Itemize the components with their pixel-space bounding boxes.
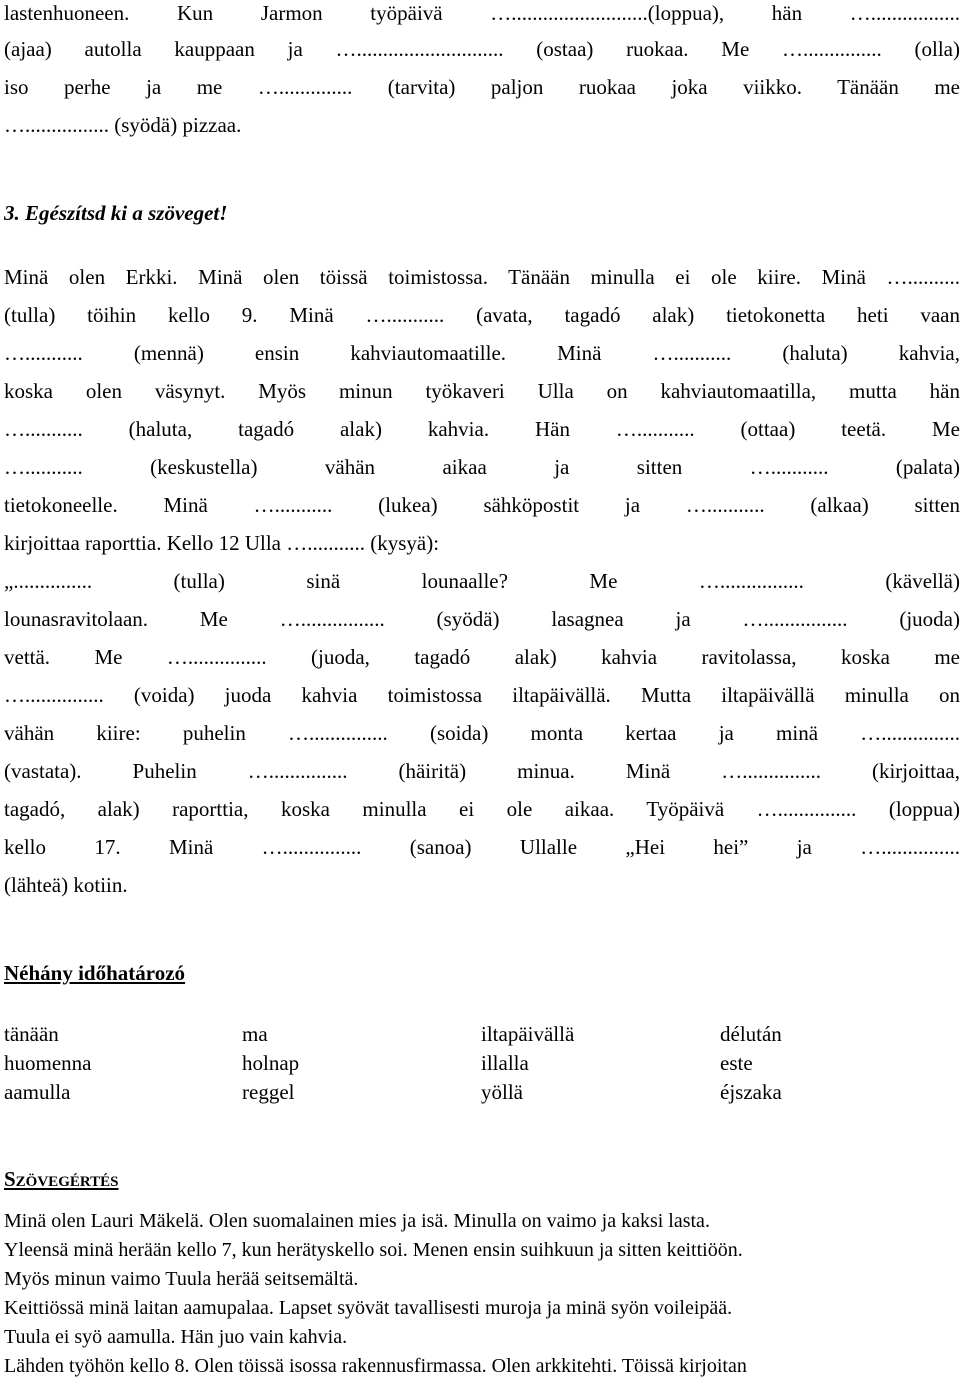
paragraph2-line: „............... (tulla) sinä lounaalle? Me …................ (kävellä) — [4, 569, 960, 593]
table-cell: holnap — [242, 1051, 300, 1075]
paragraph1-line: …................ (syödä) pizzaa. — [4, 113, 242, 137]
table-cell: reggel — [242, 1080, 295, 1104]
reading-line: Minä olen Lauri Mäkelä. Olen suomalainen mies ja isä. Minulla on vaimo ja kaksi lasta. — [4, 1210, 710, 1232]
exercise3-heading: 3. Egészítsd ki a szöveget! — [4, 201, 228, 225]
table-cell: yöllä — [481, 1080, 523, 1104]
paragraph2-line: kello 17. Minä …............... (sanoa) Ullalle „Hei hei” ja …............... — [4, 835, 960, 859]
table-cell: aamulla — [4, 1080, 71, 1104]
paragraph2-line: …........... (keskustella) vähän aikaa ja sitten …........... (palata) — [4, 455, 960, 479]
table-cell: este — [720, 1051, 753, 1075]
paragraph2-line: …............... (voida) juoda kahvia toimistossa iltapäivällä. Mutta iltapäivällä minulla on — [4, 683, 960, 707]
paragraph2-line: (vastata). Puhelin …............... (häiritä) minua. Minä …............... (kirjoittaa, — [4, 759, 960, 783]
paragraph2-line: (lähteä) kotiin. — [4, 873, 128, 897]
table-cell: ma — [242, 1022, 268, 1046]
reading-line: Yleensä minä herään kello 7, kun herätyskello soi. Menen ensin suihkuun ja sitten keittiöön. — [4, 1239, 743, 1261]
paragraph2-line: koska olen väsynyt. Myös minun työkaveri Ulla on kahviautomaatilla, mutta hän — [4, 379, 960, 403]
table-cell: éjszaka — [720, 1080, 782, 1104]
paragraph1-line: lastenhuoneen. Kun Jarmon työpäivä …..........................(loppua), hän …................. — [4, 1, 960, 25]
reading-line: Keittiössä minä laitan aamupalaa. Lapset syövät tavallisesti muroja ja minä syön voileipää. — [4, 1297, 733, 1319]
paragraph2-line: …........... (haluta, tagadó alak) kahvia. Hän …........... (ottaa) teetä. Me — [4, 417, 960, 441]
paragraph2-line: tagadó, alak) raporttia, koska minulla ei ole aikaa. Työpäivä …............... (loppua) — [4, 797, 960, 821]
table-cell: iltapäivällä — [481, 1022, 575, 1046]
paragraph2-line: …........... (mennä) ensin kahviautomaatille. Minä …........... (haluta) kahvia, — [4, 341, 960, 365]
table-row — [4, 1020, 959, 1049]
table-cell: illalla — [481, 1051, 529, 1075]
table-row — [4, 1049, 959, 1078]
reading-line: Lähden työhön kello 8. Olen töissä isossa rakennusfirmassa. Olen arkkitehti. Töissä kirjoitan — [4, 1355, 747, 1377]
time-adverbs-title: Néhány időhatározó — [4, 961, 186, 985]
reading-section-title: Szövegértés — [4, 1167, 119, 1191]
paragraph1-line: (ajaa) autolla kauppaan ja …............................ (ostaa) ruokaa. Me …............... (olla) — [4, 37, 960, 61]
table-row — [4, 1078, 959, 1107]
paragraph2-line: (tulla) töihin kello 9. Minä …........... (avata, tagadó alak) tietokonetta heti vaan — [4, 303, 960, 327]
table-cell: tänään — [4, 1022, 59, 1046]
paragraph1-line: iso perhe ja me ….............. (tarvita) paljon ruokaa joka viikko. Tänään me — [4, 75, 960, 99]
paragraph2-line: vähän kiire: puhelin …............... (soida) monta kertaa ja minä …............... — [4, 721, 960, 745]
reading-line: Tuula ei syö aamulla. Hän juo vain kahvia. — [4, 1326, 348, 1348]
paragraph2-line: lounasravitolaan. Me …................ (syödä) lasagnea ja …................ (juoda) — [4, 607, 960, 631]
table-cell: délután — [720, 1022, 782, 1046]
time-adverbs-table — [4, 1020, 959, 1107]
paragraph2-line: Minä olen Erkki. Minä olen töissä toimistossa. Tänään minulla ei ole kiire. Minä ….......... — [4, 265, 960, 289]
paragraph2-line: tietokoneelle. Minä …........... (lukea) sähköpostit ja …........... (alkaa) sitten — [4, 493, 960, 517]
paragraph2-line: kirjoittaa raporttia. Kello 12 Ulla …........... (kysyä): — [4, 531, 440, 555]
reading-line: Myös minun vaimo Tuula herää seitsemältä. — [4, 1268, 359, 1290]
table-cell: huomenna — [4, 1051, 92, 1075]
paragraph2-line: vettä. Me …............... (juoda, tagadó alak) kahvia ravitolassa, koska me — [4, 645, 960, 669]
